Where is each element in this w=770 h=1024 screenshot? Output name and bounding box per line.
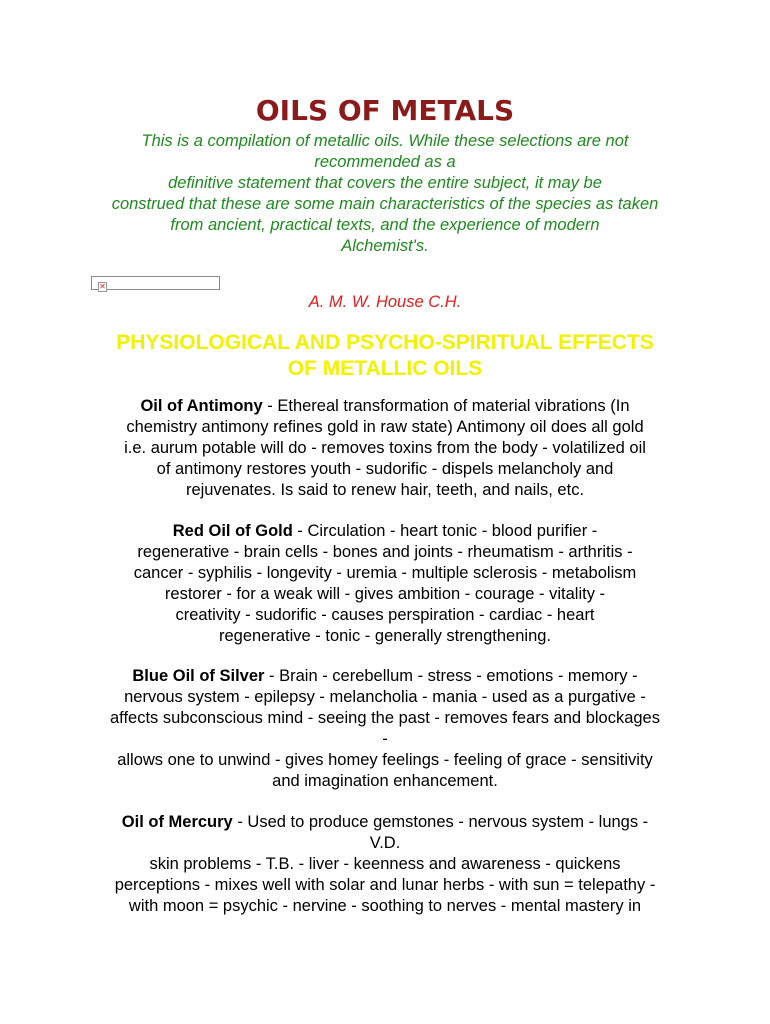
entry-line: skin problems - T.B. - liver - keenness and awareness - quickens xyxy=(149,855,621,873)
entry-line: cancer - syphilis - longevity - uremia - multiple sclerosis - metabolism xyxy=(133,564,637,582)
entry-red-oil-of-gold xyxy=(60,521,710,647)
entry-first-line xyxy=(60,396,710,417)
entry-line: regenerative - tonic - generally strengthening. xyxy=(218,627,552,645)
entry-line: nervous system - epilepsy - melancholia - mania - used as a purgative - xyxy=(124,688,646,706)
entry-oil-of-mercury xyxy=(60,812,710,917)
section-heading-line: OF METALLIC OILS xyxy=(287,357,483,380)
section-heading xyxy=(60,330,710,382)
broken-image-placeholder xyxy=(91,276,220,290)
entry-text: - Circulation - heart tonic - blood purifier - xyxy=(292,522,598,540)
intro-line: Alchemist's. xyxy=(341,237,429,255)
entry-name: Oil of Antimony xyxy=(140,397,263,415)
entry-name: Oil of Mercury xyxy=(121,813,233,831)
entry-line: i.e. aurum potable will do - removes toxins from the body - volatilized oil xyxy=(124,439,646,457)
intro-paragraph xyxy=(80,131,690,257)
entry-line: of antimony restores youth - sudorific - dispels melancholy and xyxy=(156,460,614,478)
entry-line: affects subconscious mind - seeing the past - removes fears and blockages xyxy=(110,709,660,727)
entry-blue-oil-of-silver xyxy=(60,666,710,792)
entry-first-line xyxy=(60,666,710,687)
entry-line: with moon = psychic - nervine - soothing to nerves - mental mastery in xyxy=(128,897,642,915)
page-title: OILS OF METALS xyxy=(255,94,515,127)
entry-line: allows one to unwind - gives homey feelings - feeling of grace - sensitivity xyxy=(117,751,653,769)
entry-line: and imagination enhancement. xyxy=(272,772,498,790)
entry-text: - Brain - cerebellum - stress - emotions - memory - xyxy=(264,667,638,685)
intro-line: definitive statement that covers the entire subject, it may be xyxy=(168,174,602,192)
entry-line: creativity - sudorific - causes perspiration - cardiac - heart xyxy=(175,606,595,624)
entry-line: regenerative - brain cells - bones and joints - rheumatism - arthritis - xyxy=(137,543,633,561)
entry-line: - xyxy=(382,730,388,748)
entry-line: restorer - for a weak will - gives ambition - courage - vitality - xyxy=(164,585,606,603)
author-credit: A. M. W. House C.H. xyxy=(308,293,462,311)
entry-first-line xyxy=(60,521,710,542)
intro-line: construed that these are some main characteristics of the species as taken xyxy=(111,195,659,213)
broken-image-icon: ✕ xyxy=(99,282,106,291)
entry-first-line xyxy=(60,812,710,833)
entry-line: perceptions - mixes well with solar and lunar herbs - with sun = telepathy - xyxy=(114,876,656,894)
entry-line: rejuvenates. Is said to renew hair, teeth, and nails, etc. xyxy=(185,481,585,499)
intro-line: This is a compilation of metallic oils. While these selections are not xyxy=(141,132,629,150)
intro-line: from ancient, practical texts, and the experience of modern xyxy=(170,216,600,234)
entry-text: - Ethereal transformation of material vibrations (In xyxy=(262,397,630,415)
entry-line: chemistry antimony refines gold in raw state) Antimony oil does all gold xyxy=(126,418,644,436)
entry-text: - Used to produce gemstones - nervous system - lungs - xyxy=(232,813,649,831)
entry-name: Red Oil of Gold xyxy=(172,522,293,540)
entry-name: Blue Oil of Silver xyxy=(132,667,265,685)
intro-line: recommended as a xyxy=(314,153,456,171)
entry-line: V.D. xyxy=(369,834,401,852)
section-heading-line: PHYSIOLOGICAL AND PSYCHO-SPIRITUAL EFFECTS xyxy=(116,331,654,354)
entry-oil-of-antimony xyxy=(60,396,710,501)
